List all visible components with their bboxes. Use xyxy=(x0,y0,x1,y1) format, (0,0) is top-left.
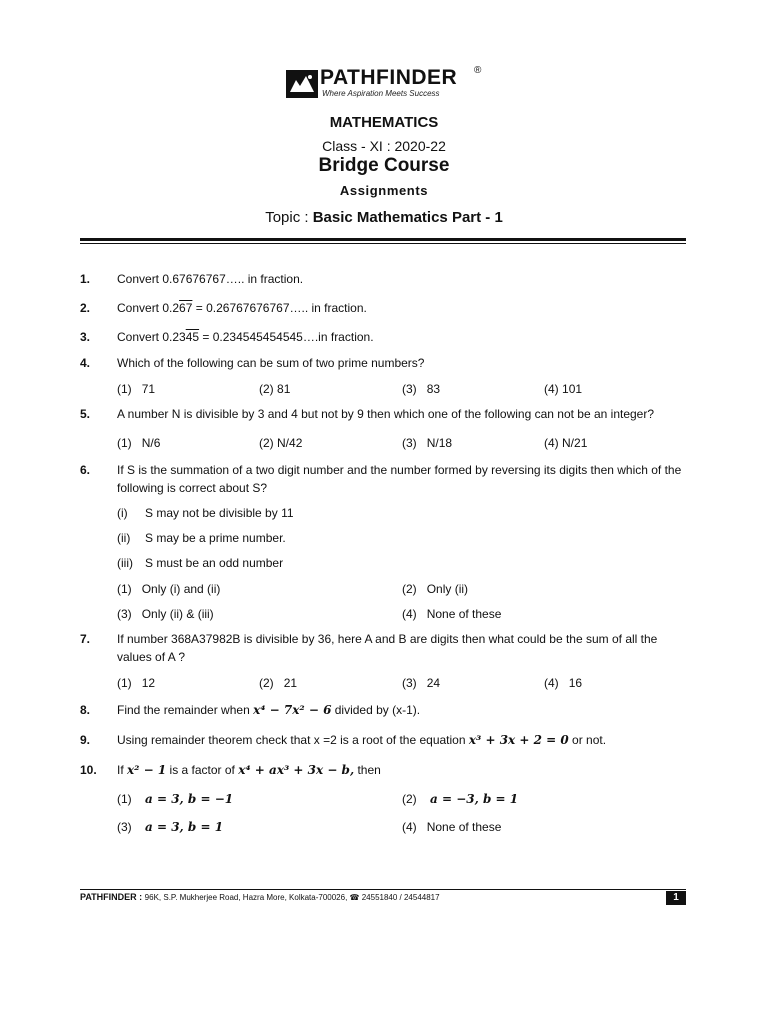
option-value: 16 xyxy=(568,676,583,690)
question-number: 10. xyxy=(80,763,97,777)
option xyxy=(117,605,214,623)
option-value: 21 xyxy=(283,676,298,690)
decimal-base: 0.23 xyxy=(162,330,186,344)
recurring-digits: 45 xyxy=(185,330,200,344)
recurring-decimal xyxy=(162,330,199,344)
statement-label: (iii) xyxy=(117,556,133,570)
question-text-mid: is a factor of xyxy=(166,763,239,777)
option-label: (1) xyxy=(117,436,132,450)
question-text: Which of the following can be sum of two prime numbers? xyxy=(117,356,425,370)
option-label: (1) xyxy=(117,382,132,396)
question-text-pre: Using remainder theorem check that x =2 is a root of the equation xyxy=(117,733,469,747)
logo-name: PATHFINDER xyxy=(320,66,458,89)
question-number: 6. xyxy=(80,463,91,477)
question-text xyxy=(117,328,689,346)
question-text: If S is the summation of a two digit number and the number formed by reversing its digits then which of the following is correct about S? xyxy=(117,463,682,495)
class-line: Class - XI : 2020-22 xyxy=(322,138,446,154)
question-text-post: = 0.234545454545….in fraction. xyxy=(199,330,374,344)
logo-tagline: Where Aspiration Meets Success xyxy=(322,89,440,98)
footer-address-line xyxy=(80,892,440,902)
question-text-post: or not. xyxy=(568,733,607,747)
decimal-base: 0.2 xyxy=(162,301,180,315)
logo-registered-mark: ® xyxy=(474,65,482,76)
option-label: (1) xyxy=(117,676,132,690)
option xyxy=(402,605,501,623)
option-value: 83 xyxy=(426,382,441,396)
question-text-pre: Convert xyxy=(117,301,163,315)
math-expression: x² − 1 xyxy=(127,763,167,777)
option-label: (4) xyxy=(544,382,559,396)
statement-label: (i) xyxy=(117,506,128,520)
recurring-decimal xyxy=(162,301,192,315)
option xyxy=(402,674,440,692)
question-text: If number 368A37982B is divisible by 36, here A and B are digits then what could be the sum of all the values of A ? xyxy=(117,632,658,664)
option-value: Only (ii) & (iii) xyxy=(141,607,214,621)
option-label: (2) xyxy=(259,436,274,450)
statement-value: S may not be divisible by 11 xyxy=(145,506,294,520)
question-number: 7. xyxy=(80,632,91,646)
option-label: (2) xyxy=(259,382,274,396)
option-label: (4) xyxy=(402,607,417,621)
option xyxy=(117,434,160,452)
question-number: 8. xyxy=(80,703,91,717)
option-value: N/21 xyxy=(562,436,588,450)
option xyxy=(544,434,587,452)
option-value: a = 3, b = 1 xyxy=(145,820,224,834)
option-label: (2) xyxy=(259,676,274,690)
header-rule-thick xyxy=(80,238,686,241)
option-value: 24 xyxy=(426,676,441,690)
option-label: (3) xyxy=(402,676,417,690)
question-number: 2. xyxy=(80,301,91,315)
question-text xyxy=(117,299,689,317)
page-number: 1 xyxy=(666,891,686,905)
pathfinder-logo xyxy=(286,65,486,100)
question-text xyxy=(117,701,689,719)
math-expression: x³ + 3x + 2 = 0 xyxy=(468,733,569,747)
question-text: Convert 0.67676767….. in fraction. xyxy=(117,272,304,286)
question-text-pre: Convert xyxy=(117,330,163,344)
option-label: (2) xyxy=(402,792,417,806)
header-rule-thin xyxy=(80,243,686,244)
option-value: 81 xyxy=(277,382,291,396)
option xyxy=(402,818,501,836)
statement-label: (ii) xyxy=(117,531,131,545)
math-expression-2: x⁴ + ax³ + 3x − b, xyxy=(238,763,355,777)
question-text-post: divided by (x-1). xyxy=(331,703,421,717)
option xyxy=(402,790,518,808)
question-number: 4. xyxy=(80,356,91,370)
option-value: Only (i) and (ii) xyxy=(141,582,221,596)
statement-value: S must be an odd number xyxy=(145,556,284,570)
option-label: (3) xyxy=(402,436,417,450)
option-label: (3) xyxy=(402,382,417,396)
footer-brand: PATHFINDER : xyxy=(80,892,145,902)
question-text xyxy=(117,731,689,749)
option xyxy=(117,818,223,836)
question-number: 3. xyxy=(80,330,91,344)
question-text: A number N is divisible by 3 and 4 but not by 9 then which one of the following can not be an integer? xyxy=(117,407,655,421)
option-value: Only (ii) xyxy=(426,582,469,596)
question-number: 1. xyxy=(80,272,91,286)
question-text-pre: Find the remainder when xyxy=(117,703,254,717)
assignments-subtitle: Assignments xyxy=(339,183,429,198)
option-value: a = 3, b = −1 xyxy=(145,792,234,806)
option-value: None of these xyxy=(426,820,502,834)
option xyxy=(259,380,290,398)
footer-rule xyxy=(80,889,686,890)
recurring-digits: 67 xyxy=(179,301,193,315)
topic-line xyxy=(0,209,768,226)
option-value: a = −3, b = 1 xyxy=(430,792,519,806)
option-value: N/6 xyxy=(141,436,161,450)
question-number: 9. xyxy=(80,733,91,747)
option-value: 101 xyxy=(562,382,583,396)
option-label: (1) xyxy=(117,582,132,596)
option xyxy=(117,580,220,598)
option-label: (4) xyxy=(544,676,559,690)
question-text xyxy=(117,761,689,779)
option-value: 12 xyxy=(141,676,156,690)
question-text-post: then xyxy=(354,763,381,777)
question-number: 5. xyxy=(80,407,91,421)
option xyxy=(117,674,155,692)
question-text-pre: If xyxy=(117,763,128,777)
option xyxy=(544,674,582,692)
option-value: 71 xyxy=(141,382,156,396)
option-label: (3) xyxy=(117,607,132,621)
option xyxy=(259,674,297,692)
statement-value: S may be a prime number. xyxy=(145,531,286,545)
logo-mark-icon xyxy=(286,70,318,98)
course-title: Bridge Course xyxy=(318,155,450,176)
option xyxy=(259,434,302,452)
option-label: (4) xyxy=(402,820,417,834)
option xyxy=(117,790,233,808)
topic-label: Topic : xyxy=(265,209,313,226)
option xyxy=(402,434,452,452)
topic-value: Basic Mathematics Part - 1 xyxy=(312,209,503,226)
option xyxy=(402,580,468,598)
option xyxy=(402,380,440,398)
option-value: N/42 xyxy=(277,436,303,450)
option-label: (1) xyxy=(117,792,132,806)
option-label: (4) xyxy=(544,436,559,450)
option xyxy=(117,380,155,398)
option xyxy=(544,380,582,398)
option-value: None of these xyxy=(426,607,502,621)
option-value: N/18 xyxy=(426,436,453,450)
question-text-post: = 0.26767676767….. in fraction. xyxy=(192,301,367,315)
option-label: (3) xyxy=(117,820,132,834)
option-label: (2) xyxy=(402,582,417,596)
footer-address: 96K, S.P. Mukherjee Road, Hazra More, Kolkata-700026, ☎ 24551840 / 24544817 xyxy=(144,893,440,902)
math-expression: x⁴ − 7x² − 6 xyxy=(253,703,332,717)
subject-title: MATHEMATICS xyxy=(329,114,439,131)
